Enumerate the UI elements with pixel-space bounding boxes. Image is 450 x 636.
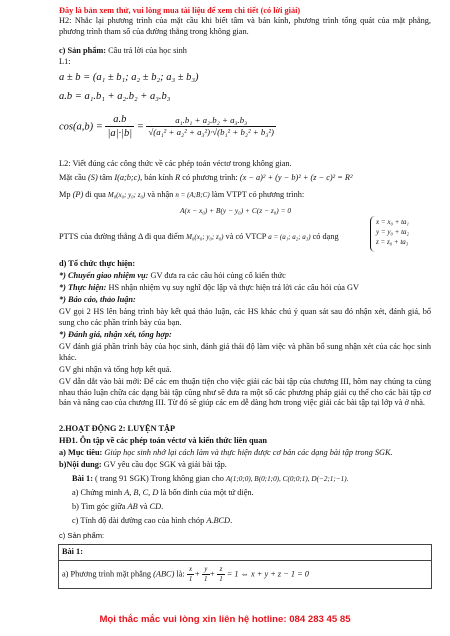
question-c [72,516,444,527]
plane-text-a: Mp [59,190,73,199]
activity-2-heading: 2.HOẠT ĐỘNG 2: LUYỆN TẬP [59,424,176,433]
box-a-tail: = 1 ⇔ x + y + z − 1 = 0 [224,569,309,579]
frac-y [202,565,210,584]
d4-text-2: GV ghi nhận và tổng hợp kết quả. [59,365,172,374]
question-c-pyramid: A.BCD [206,516,231,525]
product-line [59,46,431,57]
plane-text-d: làm VTPT có phương trình: [209,190,305,199]
solution-box [58,544,432,589]
cos-left: cos(a,b) = [59,121,103,133]
d4-label: *) Đánh giá, nhận xét, tổng hợp: [59,330,172,339]
sys-x: x = x₀ + ta₁ [376,218,409,226]
solution-box-body-row [59,560,432,588]
sphere-S: (S) [88,173,98,182]
solution-box-body: a) Phương trình mặt phẳng (ABC) là: $\frac{x}{1}$ + $\frac{y}{1}$ + $\frac{z}{1}$ = 1 ⇔ x + y + z − 1 = 0 [59,560,432,588]
l1-label: L1: [59,57,71,66]
d-heading: d) Tổ chức thực hiện: [59,259,136,268]
plane-equation: A(x − x₀) + B(y − y₀) + C(z − z₀) = 0 [180,206,292,215]
plane-line [59,190,431,201]
question-a-post: là bốn đỉnh của một tứ diện. [158,488,254,497]
question-a-points: A, B, C, D [124,488,159,497]
line-text-b: và có VTCP [223,232,269,241]
d2-label: *) Thực hiện: [59,283,107,292]
sys-y: y = y₀ + ta₂ [376,228,409,237]
d4-text-3: GV dẫn dắt vào bài mới: Để các em thuận tiện cho việc giải các bài tập của chương III, hôm nay chúng ta cùng nhau thảo luận chữa các dạng bài tập cũng như sẽ đưa ra một số các phương pháp giải cụ thể cho các bài tập cơ bản và nâng cao của chương III. Từ đó sẽ giúp các em dễ dàng hơn trong việc giải các bài tập tại lớp và ở nhà. [59,377,431,408]
content-label: b)Nội dung: [59,460,102,469]
objective-line [59,448,431,459]
question-c-pre: c) Tính độ dài đường cao của hình chóp [72,516,207,525]
sphere-text-a: Mặt cầu [59,173,89,182]
content-line [59,460,431,471]
exercise-1-line [72,474,432,485]
product-label-2: c) Sản phẩm: [59,531,105,540]
question-a [72,488,444,499]
box-a-abc: (ABC) [153,569,175,579]
sys-z: z = z₀ + ta₃ [376,238,409,247]
product-text: Câu trả lời của học sinh [106,46,187,55]
hotline-footer: Mọi thắc mắc vui lòng xin liên hệ hotline: 084 283 45 85 [99,614,351,625]
frac-x-num: x [187,565,195,575]
sphere-center: I(a;b;c) [114,173,141,182]
formula-dot-product: a.b = a₁.b₁ + a₂.b₂ + a₃.b₃ [59,91,171,102]
d1-text: GV đưa ra các câu hỏi củng cố kiến thức [148,271,286,280]
exercise-1-text: ( trang 91 SGK) Trong không gian cho [92,474,226,483]
plane-normal: n = (A;B;C) [175,191,210,199]
question-b-post: . [161,502,164,511]
sphere-text-b: tâm [97,173,115,182]
cos-frac-1-num: a.b [105,113,134,127]
d3-label: *) Báo cáo, thảo luận: [59,295,136,304]
question-a-pre: a) Chứng minh [72,488,125,497]
d1-line [59,271,431,282]
line-param-text [59,232,369,243]
d2-line [59,283,431,294]
question-b [72,502,444,513]
cos-frac-2-num: a₁.b₁ + a₂.b₂ + a₃.b₃ [146,115,275,127]
formula-vector-sum: a ± b = (a₁ ± b₁; a₂ ± b₂; a₃ ± b₃) [59,72,199,83]
product-label: c) Sản phẩm: [59,46,107,55]
d4-text-1: GV đánh giá phần trình bày của học sinh, đánh giá thái độ làm việc và phần bổ sung nhận xét của các học sinh khác. [59,342,431,362]
h2-paragraph: H2: Nhắc lại phương trình của mặt cầu khi biết tâm và bán kính, phương trình tổng quát của mặt phẳng, phương trình tham số của đường thẳng trong không gian. [59,16,431,36]
d3-text: GV gọi 2 HS lên bảng trình bày kết quả thảo luận, các HS khác chú ý quan sát sau đó nhận xét, đánh giá, bổ sung cho các phần trình bày của bạn. [59,307,431,327]
line-text-a: PTTS của đường thẳng Δ đi qua điểm [59,232,187,241]
exercise-1-label: Bài 1: [72,474,93,483]
sphere-text-d: có phương trình: [180,173,240,182]
formula-cosine [59,113,431,153]
plane-text-c: và nhận [145,190,176,199]
cos-frac-2 [146,115,275,139]
d1-label: *) Chuyển giao nhiệm vụ: [59,271,149,280]
plane-point: M₀(x₀; y₀; z₀) [107,191,146,199]
frac-y-den: 1 [204,574,208,583]
frac-y-num: y [202,565,210,575]
question-b-mid: và [137,502,150,511]
cos-frac-1 [105,113,134,141]
objective-label: a) Mục tiêu: [59,448,103,457]
plane-text-b: đi qua [83,190,108,199]
cos-frac-1-den: |a|·|b| [107,128,133,140]
question-b-ab: AB [127,502,138,511]
question-b-cd: CD [149,502,162,511]
param-system [376,217,409,247]
equals-sign: = [136,121,144,133]
objective-text: Giúp học sinh nhớ lại cách làm và thực hiện được cơ bản các dạng bài tập trong SGK. [102,448,393,457]
sphere-line [59,173,431,184]
preview-banner: Đây là bản xem thử, vui lòng mua tài liệu để xem chi tiết (có lời giải) [59,6,301,15]
exercise-1-points: A(1;0;0), B(0;1;0), C(0;0;1), D(−2;1;−1). [225,475,349,483]
solution-box-title: Bài 1: [59,545,432,561]
line-direction: a = (a₁; a₂; a₃) [268,233,311,241]
line-text-c: có dạng [310,232,339,241]
question-c-post: . [230,516,233,525]
question-b-pre: b) Tìm góc giữa [72,502,128,511]
frac-z-num: z [217,565,225,575]
content-text: GV yêu cầu đọc SGK và giải bài tập. [101,460,227,469]
hd1-heading: HĐ1. Ôn tập về các phép toán véctơ và kiến thức liên quan [59,436,268,445]
d2-text: HS nhận nhiệm vụ suy nghĩ độc lập và thực hiện trả lời các câu hỏi của GV [106,283,360,292]
l2-line: L2: Viết đúng các công thức về các phép toán véctơ trong không gian. [59,159,292,168]
frac-x-den: 1 [188,574,193,583]
cos-frac-2-den: √(a₁² + a₂² + a₃²)·√(b₁² + b₂² + b₃²) [148,127,274,138]
sphere-text-c: , bán kính [140,173,176,182]
line-point: M₀(x₀; y₀; z₀) [186,233,224,241]
sphere-equation: (x − a)² + (y − b)² + (z − c)² = R² [239,173,353,182]
frac-z-den: 1 [219,574,223,583]
sphere-radius: R [175,173,181,182]
box-a-pre: a) Phương trình mặt phẳng [62,569,154,579]
solution-box-title-row [59,545,432,561]
box-a-mid: là: [174,569,187,579]
plane-P: (P) [72,190,84,199]
frac-z [217,565,225,584]
